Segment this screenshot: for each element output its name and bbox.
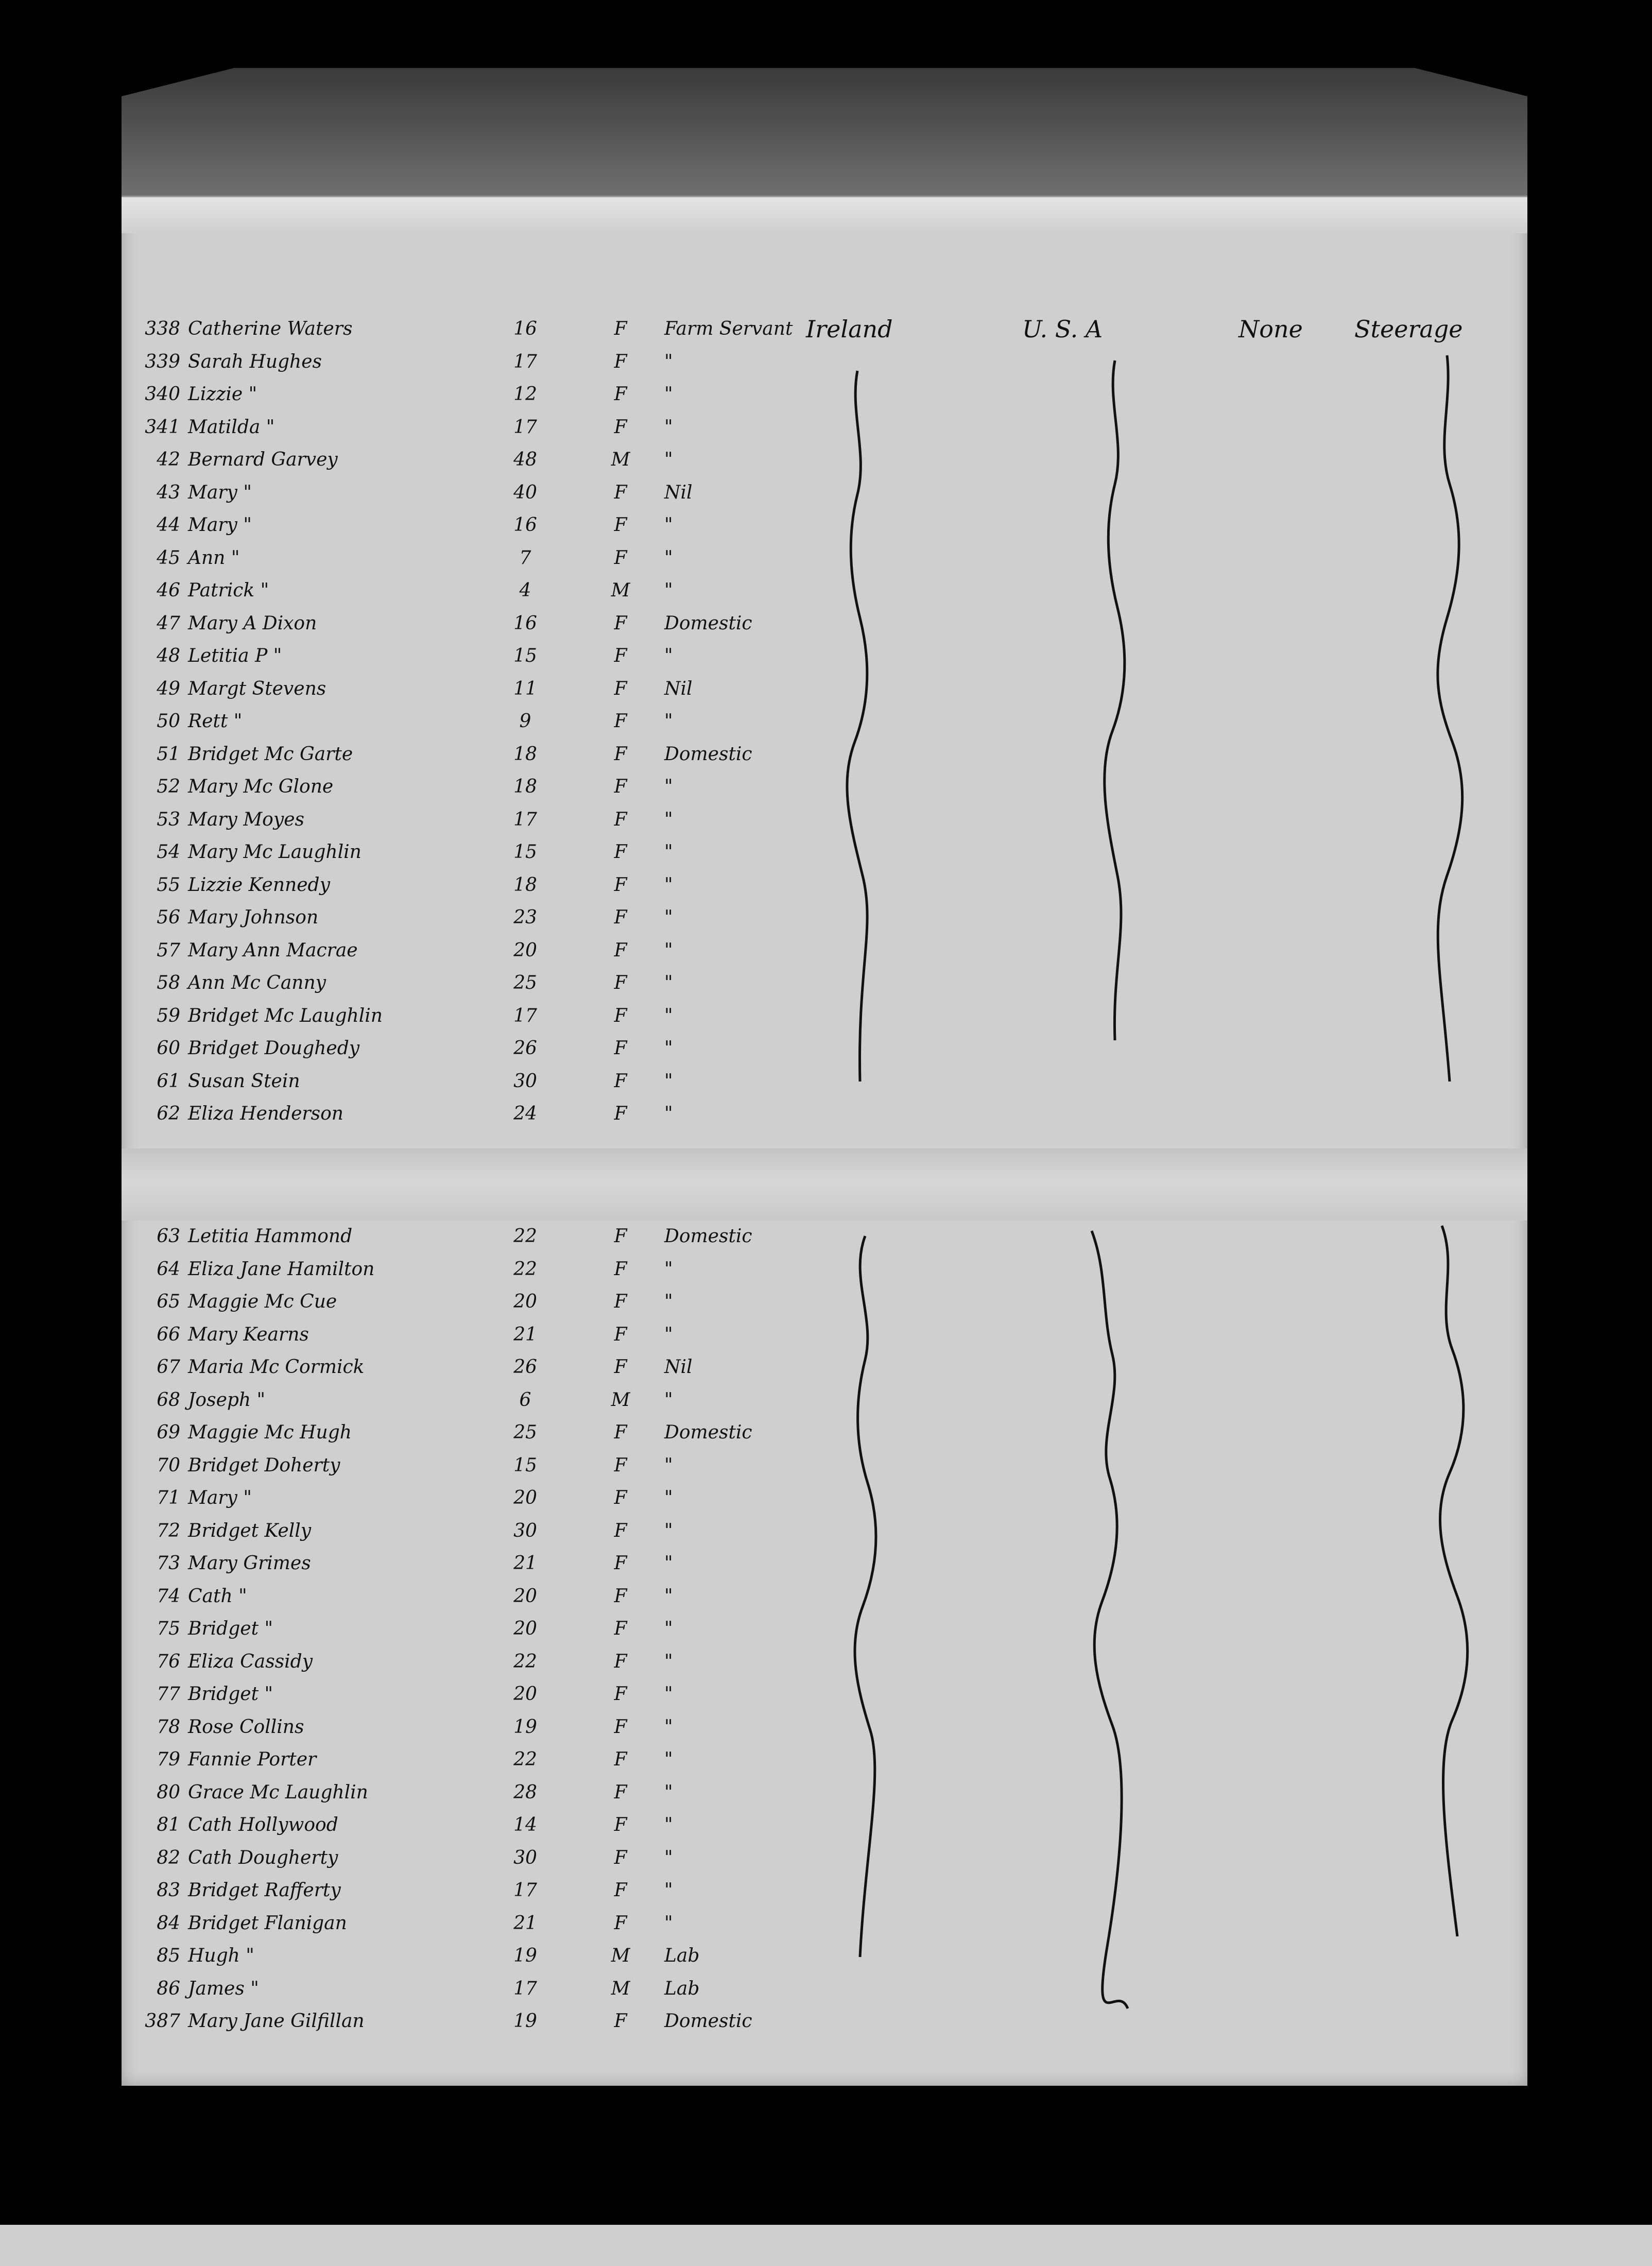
- passenger-name: Mary Moyes: [188, 809, 304, 830]
- passenger-age: 25: [513, 972, 537, 993]
- passenger-sex: F: [614, 514, 627, 536]
- passenger-occupation: ": [664, 1291, 673, 1312]
- passenger-name: Joseph ": [188, 1389, 266, 1411]
- row-number: 84: [157, 1912, 180, 1934]
- passenger-sex: F: [614, 1651, 627, 1672]
- passenger-sex: M: [611, 580, 630, 601]
- passenger-sex: F: [614, 711, 627, 732]
- passenger-age: 28: [513, 1781, 537, 1803]
- passenger-age: 14: [513, 1814, 537, 1835]
- ditto-line-country-lower: [855, 1236, 876, 1957]
- passenger-age: 17: [513, 351, 537, 372]
- passenger-name: Rose Collins: [188, 1716, 304, 1738]
- passenger-name: Ann ": [188, 547, 240, 569]
- passenger-name: Bridget Rafferty: [188, 1880, 341, 1901]
- passenger-occupation: ": [664, 1070, 673, 1092]
- row-number: 77: [157, 1684, 180, 1705]
- passenger-sex: F: [614, 939, 627, 961]
- passenger-sex: M: [611, 1389, 630, 1411]
- passenger-age: 30: [513, 1520, 537, 1541]
- passenger-name: Fannie Porter: [188, 1749, 317, 1770]
- row-number: 50: [157, 711, 180, 732]
- passenger-name: Cath ": [188, 1585, 247, 1607]
- row-number: 55: [157, 874, 180, 896]
- passenger-name: Mary ": [188, 1487, 252, 1508]
- passenger-occupation: Domestic: [664, 743, 752, 765]
- passenger-name: Maria Mc Cormick: [188, 1357, 365, 1378]
- passenger-occupation: ": [664, 1618, 673, 1639]
- passenger-sex: F: [614, 1553, 627, 1574]
- passenger-age: 40: [513, 482, 537, 503]
- passenger-name: Mary Mc Laughlin: [188, 842, 362, 863]
- passenger-age: 19: [513, 1945, 537, 1966]
- row-number: 59: [157, 1005, 180, 1026]
- passenger-age: 18: [513, 743, 537, 765]
- passenger-sex: F: [614, 1454, 627, 1476]
- passenger-occupation: Domestic: [664, 1422, 752, 1443]
- row-number: 52: [157, 776, 180, 797]
- passenger-sex: F: [614, 1716, 627, 1738]
- ditto-line-class-upper: [1438, 355, 1462, 1082]
- passenger-occupation: ": [664, 1520, 673, 1541]
- passenger-sex: F: [614, 1103, 627, 1124]
- row-number: 45: [157, 547, 180, 569]
- passenger-age: 17: [513, 416, 537, 438]
- row-number: 65: [157, 1291, 180, 1312]
- passenger-name: Maggie Mc Cue: [188, 1291, 337, 1312]
- passenger-occupation: Domestic: [664, 2011, 752, 2032]
- passenger-name: James ": [188, 1978, 259, 1999]
- passenger-name: Mary Kearns: [188, 1324, 309, 1345]
- row-number: 63: [157, 1226, 180, 1247]
- passenger-occupation: ": [664, 416, 673, 438]
- passenger-name: Bridget Kelly: [188, 1520, 312, 1541]
- passenger-sex: F: [614, 874, 627, 896]
- passenger-sex: F: [614, 1618, 627, 1639]
- passenger-sex: F: [614, 678, 627, 699]
- passenger-sex: F: [614, 1487, 627, 1508]
- passenger-occupation: ": [664, 1651, 673, 1672]
- passenger-sex: F: [614, 743, 627, 765]
- passenger-sex: F: [614, 612, 627, 634]
- passenger-sex: F: [614, 1357, 627, 1378]
- passenger-age: 18: [513, 874, 537, 896]
- passenger-name: Grace Mc Laughlin: [188, 1781, 368, 1803]
- passenger-age: 19: [513, 1716, 537, 1738]
- passenger-age: 20: [513, 1291, 537, 1312]
- passenger-sex: F: [614, 1781, 627, 1803]
- passenger-name: Rett ": [188, 711, 243, 732]
- passenger-age: 9: [519, 711, 531, 732]
- passenger-sex: F: [614, 1880, 627, 1901]
- passenger-sex: F: [614, 547, 627, 569]
- passenger-occupation: ": [664, 1258, 673, 1280]
- passenger-sex: F: [614, 1258, 627, 1280]
- passenger-sex: F: [614, 1291, 627, 1312]
- passenger-age: 17: [513, 1880, 537, 1901]
- passenger-name: Bernard Garvey: [188, 449, 338, 470]
- row-number: 42: [157, 449, 180, 470]
- passenger-occupation: Lab: [664, 1978, 700, 1999]
- passenger-age: 26: [513, 1038, 537, 1059]
- passenger-occupation: Nil: [664, 678, 693, 699]
- row-number: 64: [157, 1258, 180, 1280]
- row-number: 340: [145, 384, 180, 405]
- passenger-occupation: ": [664, 645, 673, 666]
- passenger-occupation: ": [664, 776, 673, 797]
- row-number: 85: [157, 1945, 180, 1966]
- passenger-name: Bridget Doherty: [188, 1454, 340, 1476]
- ditto-line-destination-upper: [1105, 360, 1125, 1040]
- passenger-age: 23: [513, 907, 537, 928]
- passenger-name: Ann Mc Canny: [188, 972, 326, 993]
- passenger-occupation: Farm Servant: [664, 318, 793, 339]
- row-number: 387: [145, 2011, 180, 2032]
- passenger-occupation: Nil: [664, 482, 693, 503]
- passenger-occupation: ": [664, 1005, 673, 1026]
- passenger-age: 48: [513, 449, 537, 470]
- passenger-name: Matilda ": [188, 416, 275, 438]
- row-number: 56: [157, 907, 180, 928]
- passenger-age: 22: [513, 1258, 537, 1280]
- passenger-sex: F: [614, 1814, 627, 1835]
- passenger-sex: F: [614, 776, 627, 797]
- passenger-age: 15: [513, 842, 537, 863]
- passenger-age: 11: [513, 678, 537, 699]
- row-number: 71: [157, 1487, 180, 1508]
- passenger-name: Mary Grimes: [188, 1553, 311, 1574]
- passenger-occupation: ": [664, 972, 673, 993]
- passenger-age: 15: [513, 1454, 537, 1476]
- passenger-age: 15: [513, 645, 537, 666]
- passenger-sex: F: [614, 384, 627, 405]
- row-number: 72: [157, 1520, 180, 1541]
- passenger-sex: M: [611, 1945, 630, 1966]
- passenger-age: 20: [513, 1684, 537, 1705]
- passenger-occupation: ": [664, 1781, 673, 1803]
- passenger-sex: F: [614, 1226, 627, 1247]
- passenger-age: 25: [513, 1422, 537, 1443]
- passenger-sex: F: [614, 645, 627, 666]
- passenger-occupation: ": [664, 1749, 673, 1770]
- passenger-name: Lizzie Kennedy: [188, 874, 330, 896]
- passenger-occupation: ": [664, 1847, 673, 1868]
- row-number: 62: [157, 1103, 180, 1124]
- row-number: 74: [157, 1585, 180, 1607]
- passenger-name: Hugh ": [188, 1945, 254, 1966]
- passenger-name: Patrick ": [188, 580, 269, 601]
- passenger-name: Mary A Dixon: [188, 612, 317, 634]
- passenger-occupation: ": [664, 1487, 673, 1508]
- passenger-sex: F: [614, 351, 627, 372]
- passenger-age: 20: [513, 939, 537, 961]
- passenger-occupation: ": [664, 580, 673, 601]
- destination-heading: U. S. A: [1022, 315, 1103, 343]
- passenger-age: 19: [513, 2011, 537, 2032]
- passenger-occupation: ": [664, 1912, 673, 1934]
- class-heading: Steerage: [1354, 315, 1463, 343]
- passenger-occupation: Domestic: [664, 1226, 752, 1247]
- passenger-sex: F: [614, 1005, 627, 1026]
- passenger-name: Bridget ": [188, 1684, 273, 1705]
- row-number: 68: [157, 1389, 180, 1411]
- passenger-name: Bridget Mc Laughlin: [188, 1005, 383, 1026]
- passenger-name: Mary Ann Macrae: [188, 939, 358, 961]
- ditto-line-class-lower: [1440, 1226, 1467, 1936]
- passenger-occupation: ": [664, 1684, 673, 1705]
- row-number: 66: [157, 1324, 180, 1345]
- passenger-name: Bridget Flanigan: [188, 1912, 347, 1934]
- protection-heading: None: [1238, 315, 1303, 343]
- passenger-occupation: ": [664, 514, 673, 536]
- passenger-name: Bridget ": [188, 1618, 273, 1639]
- passenger-age: 21: [513, 1553, 537, 1574]
- passenger-age: 16: [513, 318, 537, 339]
- row-number: 80: [157, 1781, 180, 1803]
- row-number: 338: [145, 318, 180, 339]
- passenger-age: 21: [513, 1324, 537, 1345]
- passenger-occupation: ": [664, 351, 673, 372]
- passenger-sex: F: [614, 1520, 627, 1541]
- row-number: 48: [157, 645, 180, 666]
- row-number: 67: [157, 1357, 180, 1378]
- passenger-age: 22: [513, 1749, 537, 1770]
- passenger-sex: F: [614, 907, 627, 928]
- passenger-occupation: Nil: [664, 1357, 693, 1378]
- passenger-sex: F: [614, 416, 627, 438]
- passenger-occupation: ": [664, 1103, 673, 1124]
- row-number: 82: [157, 1847, 180, 1868]
- row-number: 60: [157, 1038, 180, 1059]
- passenger-age: 21: [513, 1912, 537, 1934]
- passenger-name: Mary Mc Glone: [188, 776, 334, 797]
- passenger-name: Sarah Hughes: [188, 351, 322, 372]
- passenger-sex: F: [614, 809, 627, 830]
- passenger-sex: F: [614, 972, 627, 993]
- passenger-occupation: ": [664, 1389, 673, 1411]
- passenger-age: 4: [519, 580, 531, 601]
- row-number: 43: [157, 482, 180, 503]
- passenger-name: Mary ": [188, 514, 252, 536]
- row-number: 83: [157, 1880, 180, 1901]
- row-number: 341: [145, 416, 180, 438]
- row-number: 69: [157, 1422, 180, 1443]
- row-number: 61: [157, 1070, 180, 1092]
- passenger-age: 30: [513, 1847, 537, 1868]
- passenger-age: 20: [513, 1487, 537, 1508]
- passenger-sex: M: [611, 449, 630, 470]
- passenger-name: Eliza Jane Hamilton: [188, 1258, 375, 1280]
- passenger-name: Cath Hollywood: [188, 1814, 338, 1835]
- passenger-sex: M: [611, 1978, 630, 1999]
- passenger-name: Lizzie ": [188, 384, 257, 405]
- passenger-occupation: ": [664, 842, 673, 863]
- passenger-age: 12: [513, 384, 537, 405]
- passenger-name: Mary Johnson: [188, 907, 319, 928]
- row-number: 79: [157, 1749, 180, 1770]
- passenger-occupation: ": [664, 384, 673, 405]
- passenger-occupation: ": [664, 874, 673, 896]
- passenger-sex: F: [614, 1684, 627, 1705]
- passenger-name: Susan Stein: [188, 1070, 300, 1092]
- passenger-occupation: ": [664, 809, 673, 830]
- row-number: 70: [157, 1454, 180, 1476]
- passenger-sex: F: [614, 318, 627, 339]
- row-number: 86: [157, 1978, 180, 1999]
- passenger-age: 18: [513, 776, 537, 797]
- ditto-line-destination-lower: [1092, 1231, 1128, 2008]
- passenger-name: Eliza Henderson: [188, 1103, 343, 1124]
- passenger-occupation: Domestic: [664, 612, 752, 634]
- passenger-name: Mary ": [188, 482, 252, 503]
- passenger-occupation: ": [664, 1716, 673, 1738]
- row-number: 78: [157, 1716, 180, 1738]
- passenger-occupation: Lab: [664, 1945, 700, 1966]
- passenger-sex: F: [614, 2011, 627, 2032]
- passenger-sex: F: [614, 1038, 627, 1059]
- passenger-sex: F: [614, 1585, 627, 1607]
- passenger-name: Margt Stevens: [188, 678, 326, 699]
- row-number: 76: [157, 1651, 180, 1672]
- passenger-occupation: ": [664, 907, 673, 928]
- passenger-occupation: ": [664, 449, 673, 470]
- passenger-name: Letitia P ": [188, 645, 282, 666]
- passenger-name: Catherine Waters: [188, 318, 353, 339]
- row-number: 75: [157, 1618, 180, 1639]
- row-number: 44: [157, 514, 180, 536]
- passenger-age: 22: [513, 1651, 537, 1672]
- passenger-sex: F: [614, 1070, 627, 1092]
- passenger-occupation: ": [664, 1585, 673, 1607]
- passenger-age: 6: [519, 1389, 531, 1411]
- passenger-age: 22: [513, 1226, 537, 1247]
- passenger-occupation: ": [664, 1324, 673, 1345]
- row-number: 51: [157, 743, 180, 765]
- passenger-sex: F: [614, 1749, 627, 1770]
- passenger-age: 20: [513, 1618, 537, 1639]
- passenger-occupation: ": [664, 1038, 673, 1059]
- row-number: 58: [157, 972, 180, 993]
- row-number: 81: [157, 1814, 180, 1835]
- passenger-sex: F: [614, 1422, 627, 1443]
- passenger-name: Cath Dougherty: [188, 1847, 338, 1868]
- passenger-name: Bridget Doughedy: [188, 1038, 360, 1059]
- passenger-occupation: ": [664, 547, 673, 569]
- passenger-occupation: ": [664, 1814, 673, 1835]
- row-number: 53: [157, 809, 180, 830]
- passenger-name: Maggie Mc Hugh: [188, 1422, 352, 1443]
- passenger-age: 16: [513, 612, 537, 634]
- row-number: 57: [157, 939, 180, 961]
- row-number: 46: [157, 580, 180, 601]
- passenger-age: 16: [513, 514, 537, 536]
- passenger-sex: F: [614, 842, 627, 863]
- passenger-age: 7: [519, 547, 531, 569]
- passenger-occupation: ": [664, 1880, 673, 1901]
- passenger-occupation: ": [664, 1553, 673, 1574]
- row-number: 47: [157, 612, 180, 634]
- passenger-age: 17: [513, 1978, 537, 1999]
- row-number: 49: [157, 678, 180, 699]
- passenger-age: 17: [513, 1005, 537, 1026]
- passenger-age: 30: [513, 1070, 537, 1092]
- passenger-age: 26: [513, 1357, 537, 1378]
- passenger-name: Letitia Hammond: [188, 1226, 353, 1247]
- row-number: 73: [157, 1553, 180, 1574]
- passenger-sex: F: [614, 1847, 627, 1868]
- passenger-occupation: ": [664, 711, 673, 732]
- ditto-line-country-upper: [847, 371, 867, 1082]
- passenger-age: 20: [513, 1585, 537, 1607]
- passenger-occupation: ": [664, 1454, 673, 1476]
- passenger-sex: F: [614, 1324, 627, 1345]
- passenger-age: 17: [513, 809, 537, 830]
- passenger-name: Mary Jane Gilfillan: [188, 2011, 365, 2032]
- passenger-occupation: ": [664, 939, 673, 961]
- passenger-name: Eliza Cassidy: [188, 1651, 313, 1672]
- country-heading: Ireland: [806, 315, 893, 343]
- row-number: 339: [145, 351, 180, 372]
- row-number: 54: [157, 842, 180, 863]
- passenger-sex: F: [614, 1912, 627, 1934]
- passenger-name: Bridget Mc Garte: [188, 743, 353, 765]
- passenger-sex: F: [614, 482, 627, 503]
- passenger-age: 24: [513, 1103, 537, 1124]
